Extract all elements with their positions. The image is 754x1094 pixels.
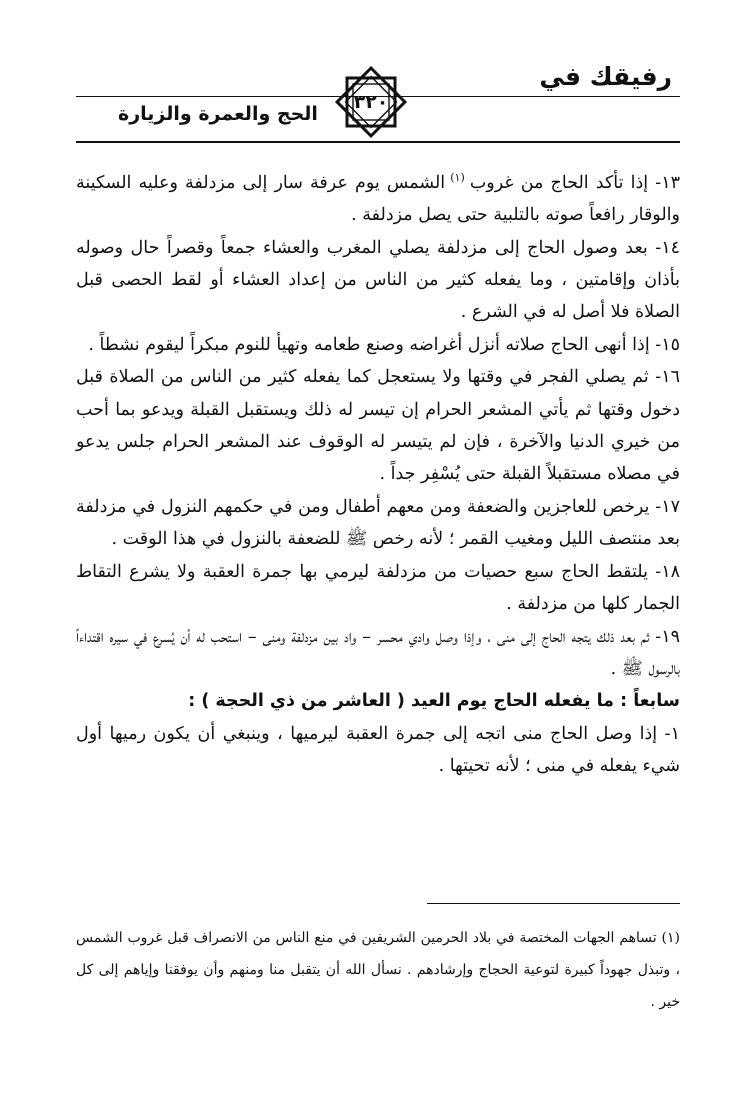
book-subtitle: الحج والعمرة والزيارة <box>118 103 318 125</box>
main-text <box>76 162 680 783</box>
section-heading: سابعاً : ما يفعله الحاج يوم العيد ( العاشر من ذي الحجة ) : <box>188 691 680 712</box>
paragraph-13-start: ١٣- إذا تأكد الحاج من غروب <box>469 172 681 193</box>
section-item-1: ١- إذا وصل الحاج منى اتجه إلى جمرة العقبة ليرميها ، وينبغي أن يكون رميها أول شيء يفعله في منى ؛ لأنه تحيتها . <box>76 723 680 777</box>
book-title: رفيقك في <box>539 62 672 91</box>
header-rule-bottom <box>76 141 680 143</box>
paragraph-18: ١٨- يلتقط الحاج سبع حصيات من مزدلفة ليرمي بها جمرة العقبة ولا يشرع التقاط الجمار كلها من مزدلفة . <box>76 561 680 615</box>
paragraph-13 <box>76 162 680 232</box>
footnote-separator <box>427 903 680 904</box>
header-rule-top <box>76 96 680 97</box>
paragraph-16: ١٦- ثم يصلي الفجر في وقتها ولا يستعجل كما يفعله كثير من الناس من الصلاة قبل دخول وقتها ثم يأتي المشعر الحرام إن تيسر له ذلك ويستقبل القبلة ويدعو بما أحب من خيري الدنيا والآخرة ، فإن لم يتيسر له الوقوف عند المشعر الحرام جلس يدعو في مصلاه مستقبلاً القبلة حتى يُسْفِر جداً . <box>76 367 680 485</box>
paragraph-14: ١٤- بعد وصول الحاج إلى مزدلفة يصلي المغرب والعشاء جمعاً وقصراً حال وصوله بأذان وإقامتين ، وما يفعله كثير من الناس من إعداد العشاء أو لقط الحصى قبل الصلاة فلا أصل له في الشرع . <box>76 237 680 323</box>
page-number: ٣٢٠ <box>353 91 389 113</box>
paragraph-17: ١٧- يرخص للعاجزين والضعفة ومن معهم أطفال ومن في حكمهم النزول في مزدلفة بعد منتصف الليل ومغيب القمر ؛ لأنه رخص ﷺ للضعفة بالنزول في هذا الوقت . <box>76 496 680 550</box>
paragraph-13-end: الشمس يوم عرفة سار إلى مزدلفة وعليه السكينة والوقار رافعاً صوته بالتلبية حتى يصل مزدلفة . <box>76 172 680 226</box>
footnote-text: (١) تساهم الجهات المختصة في بلاد الحرمين الشريفين في منع الناس من الانصراف قبل غروب الشمس ، وتبذل جهوداً كبيرة لتوعية الحجاج وإرشادهم . نسأل الله أن يتقبل منا ومنهم وأن يوفقنا وإياهم إلى كل خير . <box>76 930 680 1010</box>
paragraph-15: ١٥- إذا أنهى الحاج صلاته أنزل أغراضه وصنع طعامه وتهيأ للنوم مبكراً ليقوم نشطاً . <box>88 334 680 355</box>
footnote-marker: (١) <box>445 171 470 184</box>
paragraph-19: ١٩- ثم بعد ذلك يتجه الحاج إلى منى ، وإذا وصل وادي محسر – واد بين مزدلفة ومنى – استحب له أن يُسرع في سيره اقتداءاً بالرسول ﷺ . <box>76 626 680 679</box>
page-number-badge <box>331 62 411 142</box>
